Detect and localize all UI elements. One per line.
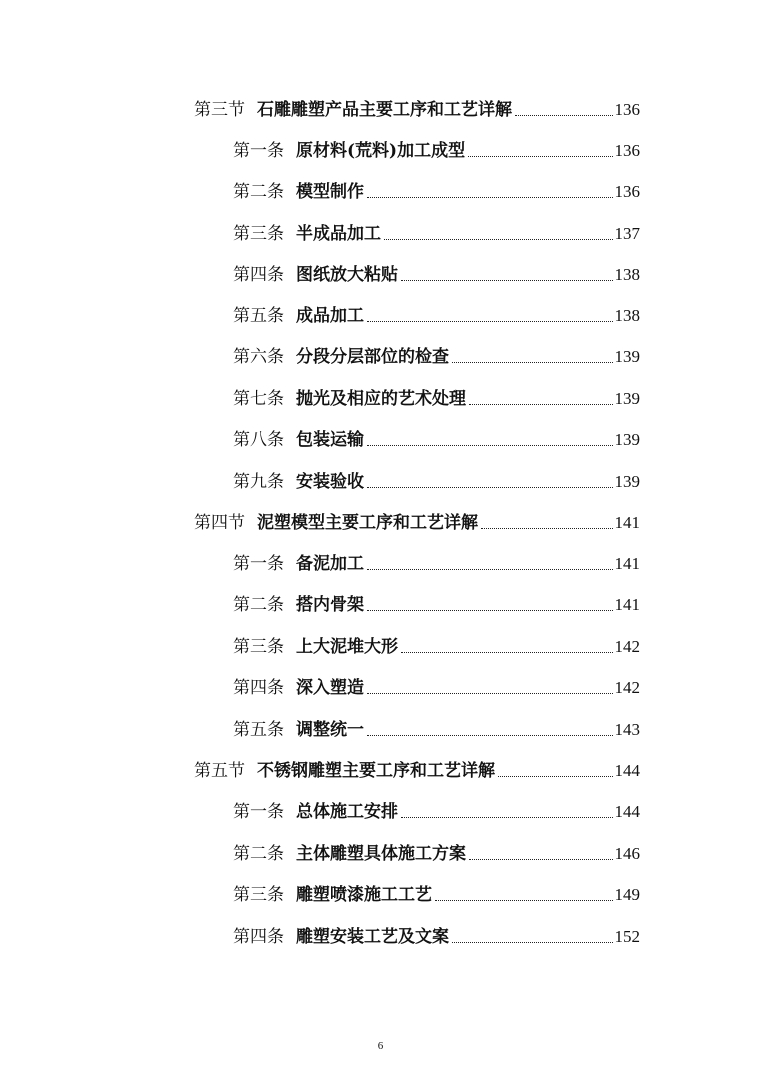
toc-entry-number: 第五条 — [233, 306, 284, 326]
toc-entry-number: 第三条 — [233, 224, 284, 244]
dot-leader — [498, 775, 613, 777]
toc-entry-page: 141 — [614, 513, 640, 532]
toc-entry — [233, 842, 640, 866]
toc-entry-page: 142 — [614, 637, 640, 656]
toc-entry-page: 136 — [614, 141, 640, 160]
dot-leader — [401, 651, 613, 653]
toc-entry-title: 搭内骨架 — [296, 595, 364, 615]
toc-entry-title: 深入塑造 — [296, 678, 364, 698]
toc-entry-number: 第四节 — [194, 513, 245, 533]
toc-entry-number: 第二条 — [233, 182, 284, 202]
toc-entry — [194, 98, 640, 122]
toc-entry-number: 第三条 — [233, 637, 284, 657]
toc-entry-title: 石雕雕塑产品主要工序和工艺详解 — [257, 100, 512, 120]
toc-entry-number: 第六条 — [233, 347, 284, 367]
dot-leader — [481, 527, 613, 529]
toc-entry-page: 136 — [614, 100, 640, 119]
toc-entry — [233, 552, 640, 576]
toc-entry-number: 第三条 — [233, 885, 284, 905]
toc-entry-title: 雕塑喷漆施工工艺 — [296, 885, 432, 905]
dot-leader — [367, 734, 613, 736]
toc-entry-page: 141 — [614, 595, 640, 614]
toc-entry-title: 调整统一 — [296, 720, 364, 740]
toc-entry-number: 第五节 — [194, 761, 245, 781]
toc-entry-number: 第九条 — [233, 472, 284, 492]
toc-entry-title: 总体施工安排 — [296, 802, 398, 822]
toc-entry — [233, 883, 640, 907]
toc-entry-number: 第一条 — [233, 141, 284, 161]
dot-leader — [367, 486, 613, 488]
toc-entry-page: 144 — [614, 761, 640, 780]
toc-entry-page: 146 — [614, 844, 640, 863]
toc-entry — [233, 635, 640, 659]
toc-entry-title: 分段分层部位的检查 — [296, 347, 449, 367]
toc-entry-page: 143 — [614, 720, 640, 739]
toc-entry-title: 半成品加工 — [296, 224, 381, 244]
toc-entry-title: 原材料(荒料)加工成型 — [296, 141, 466, 161]
toc-entry-title: 图纸放大粘贴 — [296, 265, 398, 285]
toc-entry-title: 不锈钢雕塑主要工序和工艺详解 — [257, 761, 495, 781]
toc-entry-number: 第四条 — [233, 265, 284, 285]
dot-leader — [401, 816, 613, 818]
dot-leader — [367, 444, 613, 446]
toc-entry-page: 139 — [614, 472, 640, 491]
toc-entry — [233, 428, 640, 452]
toc-entry — [194, 759, 640, 783]
toc-entry — [233, 304, 640, 328]
dot-leader — [515, 114, 613, 116]
toc-entry-title: 包装运输 — [296, 430, 364, 450]
toc-entry-number: 第二条 — [233, 844, 284, 864]
toc-entry-page: 142 — [614, 678, 640, 697]
dot-leader — [367, 692, 613, 694]
dot-leader — [469, 858, 613, 860]
toc-entry-page: 144 — [614, 802, 640, 821]
dot-leader — [367, 196, 613, 198]
dot-leader — [367, 568, 613, 570]
toc-entry-number: 第二条 — [233, 595, 284, 615]
dot-leader — [435, 899, 613, 901]
toc-entry — [233, 180, 640, 204]
toc-entry — [233, 222, 640, 246]
toc-entry — [233, 345, 640, 369]
toc-entry-title: 上大泥堆大形 — [296, 637, 398, 657]
toc-entry — [233, 263, 640, 287]
toc-entry-page: 141 — [614, 554, 640, 573]
toc-entry-title: 备泥加工 — [296, 554, 364, 574]
dot-leader — [452, 941, 613, 943]
toc-entry-number: 第七条 — [233, 389, 284, 409]
toc-entry — [233, 800, 640, 824]
dot-leader — [367, 609, 613, 611]
toc-entry-page: 149 — [614, 885, 640, 904]
toc-entry-number: 第四条 — [233, 927, 284, 947]
toc-entry-page: 138 — [614, 265, 640, 284]
toc-entry-page: 136 — [614, 182, 640, 201]
toc-entry-title: 主体雕塑具体施工方案 — [296, 844, 466, 864]
toc-entry — [233, 718, 640, 742]
toc-entry-number: 第一条 — [233, 802, 284, 822]
dot-leader — [452, 361, 613, 363]
toc-entry — [194, 511, 640, 535]
toc-entry — [233, 470, 640, 494]
toc-entry-number: 第四条 — [233, 678, 284, 698]
page-number: 6 — [377, 1040, 384, 1052]
toc-entry-page: 137 — [614, 224, 640, 243]
toc-entry — [233, 925, 640, 949]
dot-leader — [468, 155, 612, 157]
dot-leader — [384, 238, 613, 240]
toc-entry-title: 安装验收 — [296, 472, 364, 492]
toc-entry-page: 139 — [614, 430, 640, 449]
toc-entry-page: 138 — [614, 306, 640, 325]
dot-leader — [469, 403, 613, 405]
toc-entry-number: 第八条 — [233, 430, 284, 450]
toc-entry-title: 模型制作 — [296, 182, 364, 202]
dot-leader — [401, 279, 613, 281]
toc-entry-title: 雕塑安装工艺及文案 — [296, 927, 449, 947]
toc-entry-title: 抛光及相应的艺术处理 — [296, 389, 466, 409]
toc-entry-title: 泥塑模型主要工序和工艺详解 — [257, 513, 478, 533]
toc-entry-number: 第三节 — [194, 100, 245, 120]
toc-entry — [233, 139, 640, 163]
toc-entry — [233, 387, 640, 411]
toc-entry-title: 成品加工 — [296, 306, 364, 326]
dot-leader — [367, 320, 613, 322]
toc-entry — [233, 676, 640, 700]
toc-entry-number: 第一条 — [233, 554, 284, 574]
toc-entry — [233, 593, 640, 617]
toc-entry-page: 139 — [614, 389, 640, 408]
toc-entry-number: 第五条 — [233, 720, 284, 740]
toc-entry-page: 152 — [614, 927, 640, 946]
toc-entry-page: 139 — [614, 347, 640, 366]
